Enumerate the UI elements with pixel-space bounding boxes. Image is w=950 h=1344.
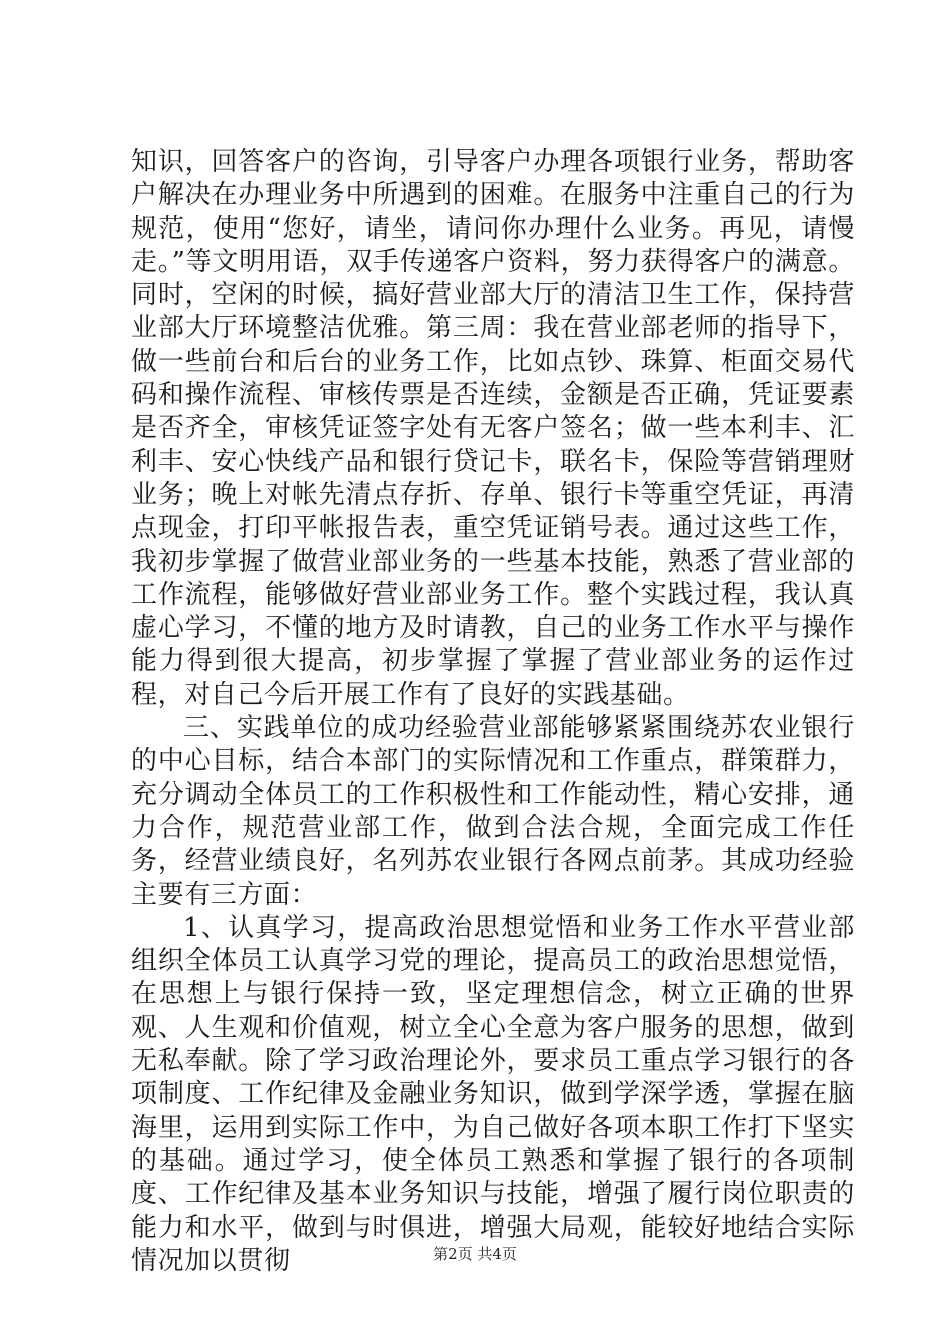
document-body	[131, 146, 855, 1278]
page-footer: 第2页 共4页	[433, 1245, 517, 1263]
paragraph-point-one: 1、认真学习，提高政治思想觉悟和业务工作水平营业部组织全体员工认真学习党的理论，提高员工的政治思想觉悟，在思想上与银行保持一致，坚定理想信念，树立正确的世界观、人生观和价值观，树立全心全意为客户服务的思想，做到无私奉献。除了学习政治理论外，要求员工重点学习银行的各项制度、工作纪律及金融业务知识，做到学深学透，掌握在脑海里，运用到实际工作中，为自己做好各项本职工作打下坚实的基础。通过学习，使全体员工熟悉和掌握了银行的各项制度、工作纪律及基本业务知识与技能，增强了履行岗位职责的能力和水平，做到与时俱进，增强大局观，能较好地结合实际情况加以贯彻	[131, 912, 855, 1276]
paragraph-section-three: 三、实践单位的成功经验营业部能够紧紧围绕苏农业银行的中心目标，结合本部门的实际情况和工作重点，群策群力，充分调动全体员工的工作积极性和工作能动性，精心安排，通力合作，规范营业部工作，做到合法合规，全面完成工作任务，经营业绩良好，名列苏农业银行各网点前茅。其成功经验主要有三方面：	[131, 713, 855, 910]
paragraph-continuation: 知识，回答客户的咨询，引导客户办理各项银行业务，帮助客户解决在办理业务中所遇到的困难。在服务中注重自己的行为规范，使用“您好，请坐，请问你办理什么业务。再见，请慢走。”等文明用语，双手传递客户资料，努力获得客户的满意。同时，空闲的时候，搞好营业部大厅的清洁卫生工作，保持营业部大厅环境整洁优雅。第三周：我在营业部老师的指导下，做一些前台和后台的业务工作，比如点钞、珠算、柜面交易代码和操作流程、审核传票是否连续，金额是否正确，凭证要素是否齐全，审核凭证签字处有无客户签名；做一些本利丰、汇利丰、安心快线产品和银行贷记卡，联名卡，保险等营销理财业务；晚上对帐先清点存折、存单、银行卡等重空凭证，再清点现金，打印平帐报告表，重空凭证销号表。通过这些工作，我初步掌握了做营业部业务的一些基本技能，熟悉了营业部的工作流程，能够做好营业部业务工作。整个实践过程，我认真虚心学习，不懂的地方及时请教，自己的业务工作水平与操作能力得到很大提高，初步掌握了掌握了营业部业务的运作过程，对自己今后开展工作有了良好的实践基础。	[131, 147, 855, 710]
